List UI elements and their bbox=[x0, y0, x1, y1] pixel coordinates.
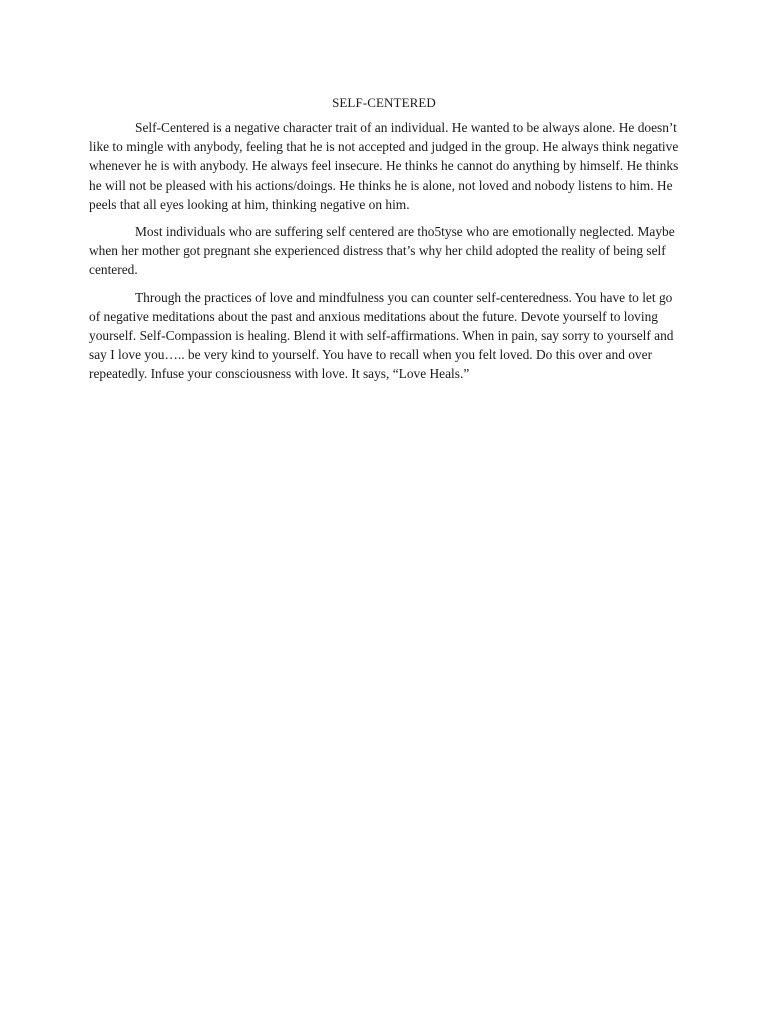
paragraph-3: Through the practices of love and mindfulness you can counter self-centeredness. You have to let go of negative meditations about the past and anxious meditations about the future. Devote yourself to loving yourself. Self-Compassion is healing. Blend it with self-affirmations. When in pain, say sorry to yourself and say I love you….. be very kind to yourself. You have to recall when you felt loved. Do this over and over repeatedly. Infuse your consciousness with love. It says, “Love Heals.” bbox=[89, 289, 674, 382]
paragraph-1: Self-Centered is a negative character trait of an individual. He wanted to be always alone. He doesn’t like to mingle with anybody, feeling that he is not accepted and judged in the group. He always think negative whenever he is with anybody. He always feel insecure. He thinks he cannot do anything by himself. He thinks he will not be pleased with his actions/doings. He thinks he is alone, not loved and nobody listens to him. He peels that all eyes looking at him, thinking negative on him. bbox=[89, 120, 679, 212]
paragraph-2: Most individuals who are suffering self centered are tho5tyse who are emotionally neglected. Maybe when her mother got pregnant she experienced distress that’s why her child adopted the reality of being self centered. bbox=[89, 224, 675, 278]
document-title: SELF-CENTERED bbox=[332, 95, 436, 110]
